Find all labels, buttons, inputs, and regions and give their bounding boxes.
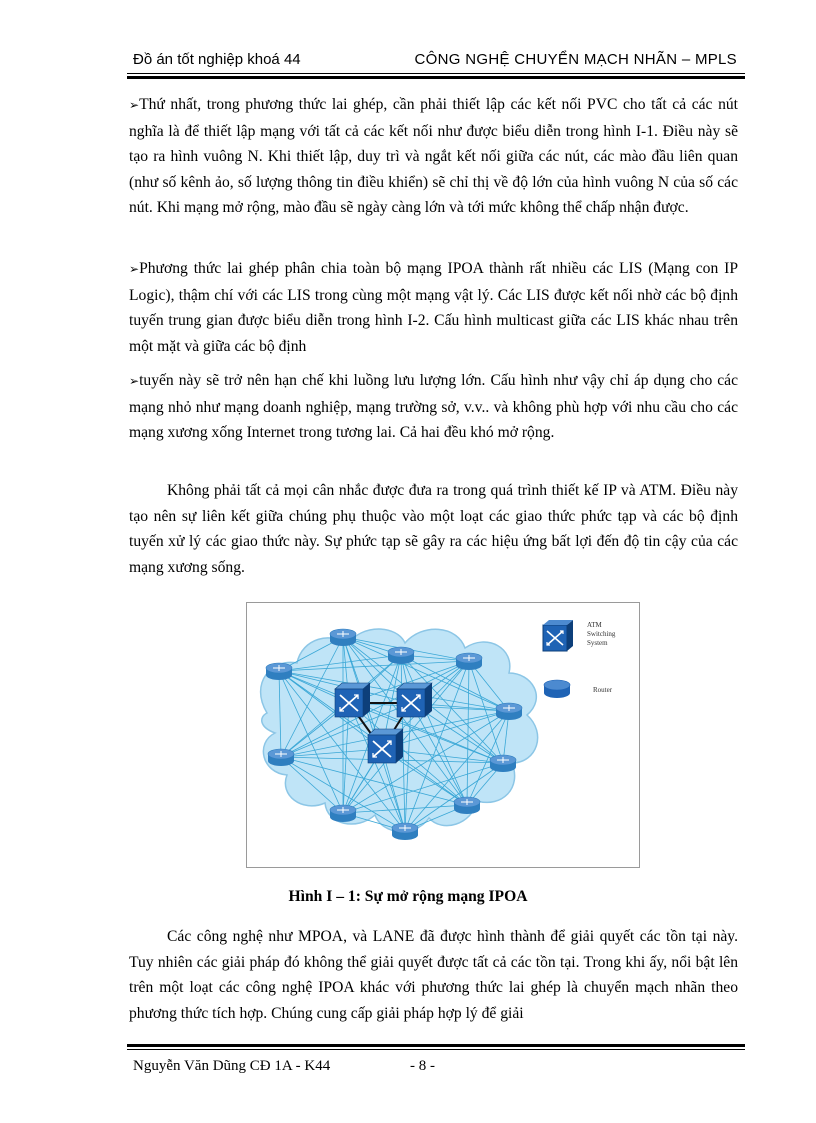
router-icon <box>330 629 356 646</box>
page-header <box>127 48 745 72</box>
legend-router-icon <box>544 680 570 698</box>
paragraph-2 <box>129 256 738 359</box>
paragraph-4-text: Không phải tất cả mọi cân nhắc được đưa ra trong quá trình thiết kế IP và ATM. Điều này tạo nên sự liên kết giữa chúng phụ thuộc vào một loạt các giao thức phức tạp và các bộ định tuyến xử lý các giao thức này. Sự phức tạp sẽ gây ra các hiệu ứng bất lợi đến độ tin cậy của các mạng xương sống. <box>129 482 738 576</box>
network-figure <box>246 602 640 868</box>
legend-atm-label-3: System <box>587 639 608 647</box>
header-rule-thin <box>127 73 745 74</box>
footer-page-number: - 8 - <box>410 1058 435 1074</box>
paragraph-3-text: tuyến này sẽ trở nên hạn chế khi luồng lưu lượng lớn. Cấu hình như vậy chỉ áp dụng cho các mạng nhỏ như mạng doanh nghiệp, mạng trường sở, v.v.. và không phù hợp với nhu cầu cho các mạng xương xống Internet trong tương lai. Cả hai đều khó mở rộng. <box>129 372 738 442</box>
bullet-arrow-icon: ➢ <box>129 98 140 112</box>
header-right-title: CÔNG NGHỆ CHUYỂN MẠCH NHÃN – MPLS <box>414 51 737 68</box>
bullet-arrow-icon: ➢ <box>129 374 140 388</box>
figure-caption: Hình I – 1: Sự mở rộng mạng IPOA <box>288 888 528 905</box>
footer-rule-thick <box>127 1044 745 1047</box>
router-icon <box>392 823 418 840</box>
paragraph-3 <box>129 368 738 446</box>
bullet-arrow-icon: ➢ <box>129 262 140 276</box>
paragraph-2-text: Phương thức lai ghép phân chia toàn bộ mạng IPOA thành rất nhiều các LIS (Mạng con IP Logic), thậm chí với các LIS trong cùng một mạng vật lý. Các LIS được kết nối nhờ các bộ định tuyến trung gian được biểu diễn trong hình I-2. Cấu hình multicast giữa các LIS khác nhau trên một mặt và giữa các bộ định <box>129 260 738 355</box>
legend-atm-label-1: ATM <box>587 621 602 629</box>
atm-switch-icon <box>368 729 403 763</box>
router-icon <box>490 755 516 772</box>
footer-rule-thin <box>127 1049 745 1050</box>
router-icon <box>388 647 414 664</box>
router-icon <box>330 805 356 822</box>
header-rule-thick <box>127 76 745 79</box>
paragraph-5-text: Các công nghệ như MPOA, và LANE đã được hình thành để giải quyết các tồn tại này. Tuy nhiên các giải pháp đó không thể giải quyết được tất cả các tồn tại. Trong khi ấy, nổi bật lên trên một loạt các công nghệ IPOA khác với phương thức lai ghép là chuyển mạch nhãn theo phương thức tích hợp. Chúng cung cấp giải pháp hợp lý để giải <box>129 928 738 1022</box>
paragraph-1 <box>129 92 738 221</box>
legend-atm-label-2: Switching <box>587 630 616 638</box>
footer-author: Nguyễn Văn Dũng CĐ 1A - K44 <box>133 1058 331 1074</box>
network-diagram <box>247 603 639 867</box>
page-footer <box>127 1044 745 1084</box>
legend <box>543 620 616 698</box>
legend-atm-switch-icon <box>543 620 573 651</box>
atm-switch-icon <box>397 683 432 717</box>
header-left-title: Đồ án tốt nghiệp khoá 44 <box>133 51 301 68</box>
router-icon <box>456 653 482 670</box>
paragraph-5 <box>129 924 738 1026</box>
paragraph-1-text: Thứ nhất, trong phương thức lai ghép, cần phải thiết lập các kết nối PVC cho tất cả các nút nghĩa là để thiết lập mạng với tất cả các kết nối như được biểu diễn trong hình I-1. Điều này sẽ tạo ra hình vuông N. Khi thiết lập, duy trì và ngắt kết nối giữa các nút, các mào đầu liên quan (như số kênh ảo, số lượng thông tin điều khiển) sẽ chỉ thị về độ lớn của hình vuông N của số các nút. Khi mạng mở rộng, mào đầu sẽ ngày càng lớn và tới mức không thể chấp nhận được. <box>129 96 738 217</box>
router-icon <box>266 663 292 680</box>
router-icon <box>496 703 522 720</box>
router-icon <box>454 797 480 814</box>
paragraph-4 <box>129 478 738 580</box>
router-icon <box>268 749 294 766</box>
atm-switch-icon <box>335 683 370 717</box>
legend-router-label: Router <box>593 686 613 694</box>
